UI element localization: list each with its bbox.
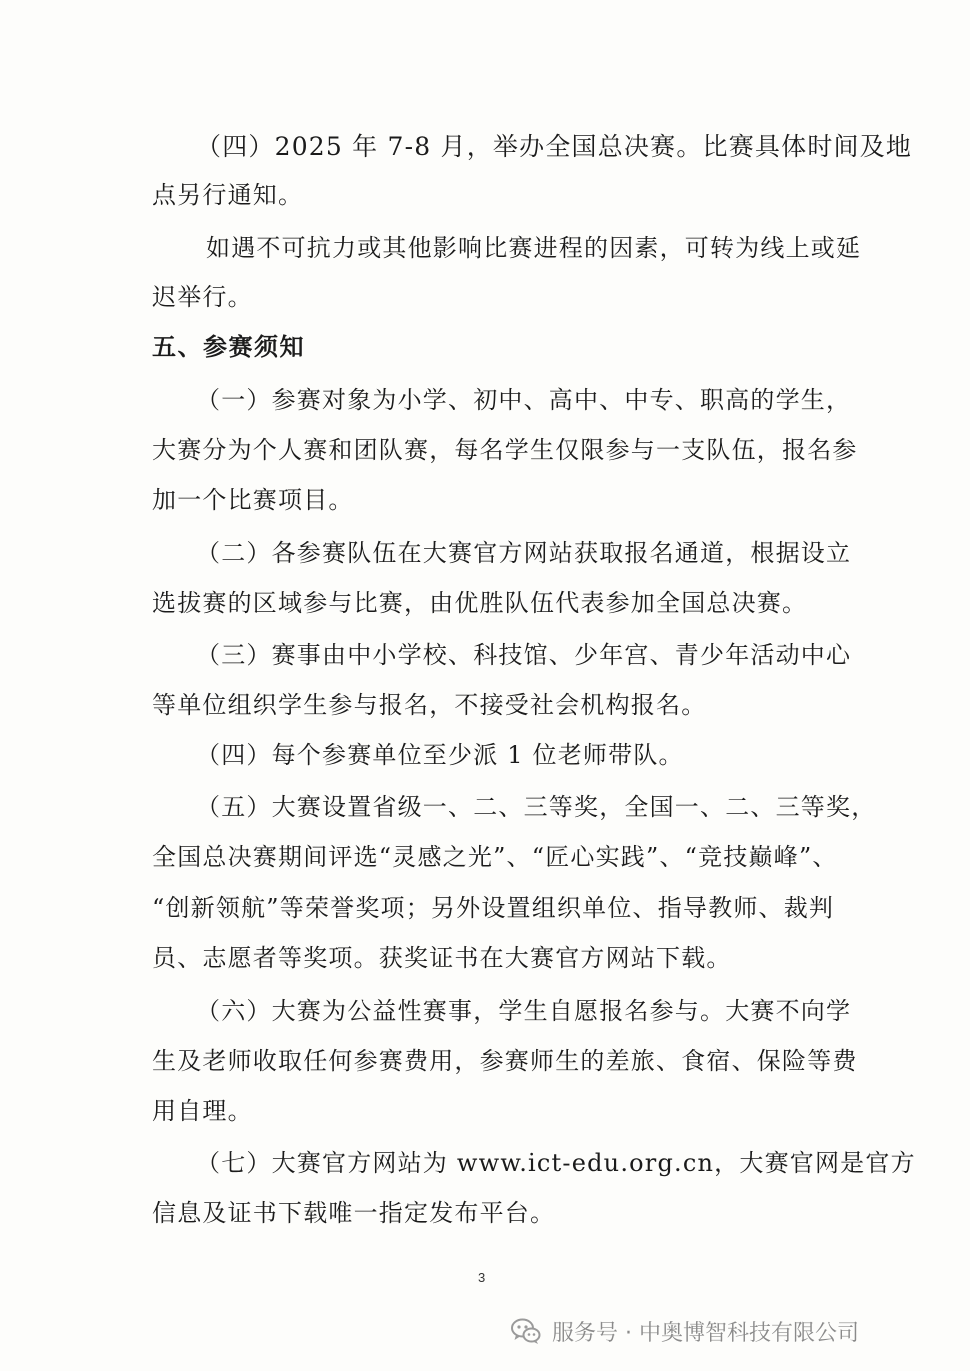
text-line: 等单位组织学生参与报名，不接受社会机构报名。 (152, 691, 707, 719)
text-line: 信息及证书下载唯一指定发布平台。 (152, 1199, 556, 1227)
text-line: 大赛分为个人赛和团队赛，每名学生仅限参与一支队伍，报名参 (152, 436, 858, 464)
text-line: （四）每个参赛单位至少派 1 位老师带队。 (196, 741, 684, 769)
section-heading: 五、参赛须知 (152, 333, 305, 361)
text-line: （二）各参赛队伍在大赛官方网站获取报名通道，根据设立 (196, 539, 852, 567)
text-line: 生及老师收取任何参赛费用，参赛师生的差旅、食宿、保险等费 (152, 1047, 858, 1075)
text-line: 迟举行。 (152, 283, 253, 311)
wechat-icon (510, 1316, 542, 1346)
text-line: “创新领航”等荣誉奖项；另外设置组织单位、指导教师、裁判 (152, 894, 835, 922)
text-line: 点另行通知。 (152, 181, 304, 209)
text-line: （六）大赛为公益性赛事，学生自愿报名参与。大赛不向学 (196, 997, 852, 1025)
text-line: 全国总决赛期间评选“灵感之光”、“匠心实践”、“竞技巅峰”、 (152, 843, 838, 871)
text-line: 选拔赛的区域参与比赛，由优胜队伍代表参加全国总决赛。 (152, 589, 808, 617)
text-line: 加一个比赛项目。 (152, 486, 354, 514)
text-line: 如遇不可抗力或其他影响比赛进程的因素，可转为线上或延 (206, 234, 862, 262)
watermark-text: 服务号 · 中奥博智科技有限公司 (552, 1320, 859, 1346)
text-line: 用自理。 (152, 1097, 253, 1125)
text-line: （四）2025 年 7-8 月，举办全国总决赛。比赛具体时间及地 (196, 132, 913, 161)
text-line: （五）大赛设置省级一、二、三等奖，全国一、二、三等奖， (196, 793, 877, 821)
text-line: 员、志愿者等奖项。获奖证书在大赛官方网站下载。 (152, 944, 732, 972)
text-line: （三）赛事由中小学校、科技馆、少年宫、青少年活动中心 (196, 641, 852, 669)
page-number: 3 (478, 1270, 486, 1285)
text-line: （七）大赛官方网站为 www.ict-edu.org.cn，大赛官网是官方 (196, 1149, 916, 1177)
text-line: （一）参赛对象为小学、初中、高中、中专、职高的学生， (196, 386, 852, 414)
watermark (510, 1314, 859, 1348)
